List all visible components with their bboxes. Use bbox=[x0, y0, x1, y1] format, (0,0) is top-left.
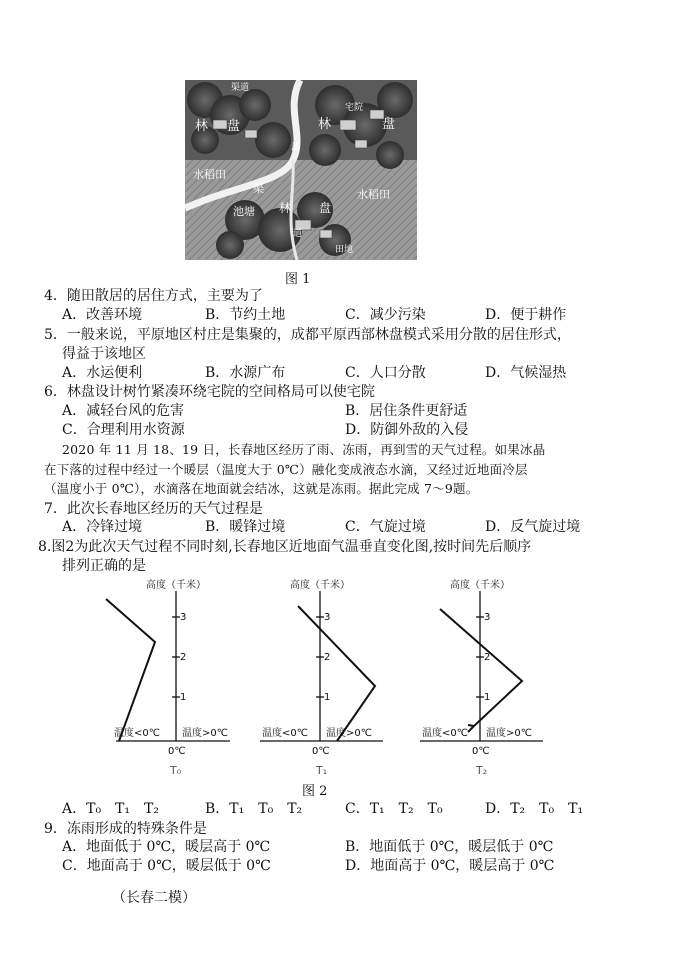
question-4-stem: 4．随田散居的居住方式，主要为了 bbox=[44, 288, 263, 304]
label-lin2: 林 bbox=[318, 117, 332, 132]
q5-option-c: C．人口分散 bbox=[345, 365, 426, 381]
q4-option-a: A．改善环境 bbox=[62, 307, 143, 323]
label-canal: 渠道 bbox=[231, 83, 250, 93]
label-pan3: 盘 bbox=[319, 201, 332, 215]
q8-option-c: C．T₁ T₂ T₀ bbox=[345, 801, 443, 817]
label-lin3: 林 bbox=[279, 201, 292, 215]
label-stream: 溪 bbox=[291, 143, 301, 153]
figure2-diagrams bbox=[100, 576, 620, 781]
label-house: 宅院 bbox=[345, 103, 364, 113]
question-5-stem-cont: 得益于该地区 bbox=[62, 346, 146, 362]
label-dao: 道 bbox=[293, 229, 303, 239]
question-8-stem: 8.图2为此次天气过程不同时刻,长春地区近地面气温垂直变化图,按时间先后顺序 bbox=[38, 539, 532, 555]
q8-option-d: D．T₂ T₀ T₁ bbox=[485, 801, 584, 817]
t0-axis-title: 高度（千米） bbox=[146, 580, 206, 591]
label-pond: 池塘 bbox=[233, 205, 255, 218]
t2-right-label: 温度>0℃ bbox=[486, 728, 532, 739]
q4-option-b: B．节约土地 bbox=[205, 307, 286, 323]
q6-option-b: B．居住条件更舒适 bbox=[345, 403, 468, 419]
linpan-aerial-image bbox=[185, 80, 417, 260]
t0-left-label: 温度<0℃ bbox=[114, 728, 160, 739]
q4-option-d: D．便于耕作 bbox=[485, 307, 567, 323]
q5-option-b: B．水源广布 bbox=[205, 365, 286, 381]
t0-right-label: 温度>0℃ bbox=[182, 728, 228, 739]
panel-t2 bbox=[420, 591, 543, 741]
q7-option-b: B．暖锋过境 bbox=[205, 519, 286, 535]
label-paddy1: 水稻田 bbox=[193, 168, 226, 181]
q9-option-d: D．地面高于 0℃，暖层高于 0℃ bbox=[345, 858, 555, 874]
q5-option-d: D．气候湿热 bbox=[485, 365, 567, 381]
q7-option-c: C．气旋过境 bbox=[345, 519, 426, 535]
source-note: （长春二模） bbox=[112, 890, 196, 906]
q9-option-b: B．地面低于 0℃，暖层低于 0℃ bbox=[345, 839, 554, 855]
t1-axis-title: 高度（千米） bbox=[290, 580, 350, 591]
t2-left-label: 温度<0℃ bbox=[422, 728, 468, 739]
t2-tick-2: 2 bbox=[484, 652, 491, 663]
figure1-photo bbox=[185, 80, 417, 260]
question-5-stem: 5．一般来说，平原地区村庄是集聚的，成都平原西部林盘模式采用分散的居住形式， bbox=[44, 327, 571, 343]
q7-option-d: D．反气旋过境 bbox=[485, 519, 581, 535]
t2-axis-title: 高度（千米） bbox=[450, 580, 510, 591]
t1-temperature-profile bbox=[298, 606, 375, 741]
t1-right-label: 温度>0℃ bbox=[326, 728, 372, 739]
t1-panel-name: T₁ bbox=[316, 764, 328, 777]
passage-line-3: （温度小于 0℃），水滴落在地面就会结冰，这就是冻雨。据此完成 7～9题。 bbox=[44, 481, 479, 496]
t0-tick-1: 1 bbox=[180, 692, 187, 703]
t1-zero-label: 0℃ bbox=[312, 746, 330, 757]
t0-tick-2: 2 bbox=[180, 652, 187, 663]
panel-t1 bbox=[260, 591, 383, 741]
q5-option-a: A．水运便利 bbox=[62, 365, 143, 381]
t1-tick-3: 3 bbox=[324, 612, 331, 623]
q4-option-c: C．减少污染 bbox=[345, 307, 426, 323]
t1-tick-1: 1 bbox=[324, 692, 331, 703]
t2-zero-label: 0℃ bbox=[472, 746, 490, 757]
label-lin1: 林 bbox=[195, 119, 209, 134]
question-7-stem: 7．此次长春地区经历的天气过程是 bbox=[44, 501, 263, 517]
q8-option-b: B．T₁ T₀ T₂ bbox=[205, 801, 303, 817]
t0-temperature-profile bbox=[106, 599, 155, 741]
passage-line-1: 2020 年 11 月 18、19 日，长春地区经历了雨、冻雨，再到雪的天气过程。如果冰晶 bbox=[62, 442, 546, 457]
q6-option-a: A．减轻台风的危害 bbox=[62, 403, 185, 419]
figure2-caption: 图 2 bbox=[302, 784, 328, 799]
question-6-stem: 6．林盘设计树竹紧凑环绕宅院的空间格局可以使宅院 bbox=[44, 384, 375, 400]
t0-tick-3: 3 bbox=[180, 612, 187, 623]
q7-option-a: A．冷锋过境 bbox=[62, 519, 143, 535]
t1-left-label: 温度<0℃ bbox=[262, 728, 308, 739]
label-tiandi: 田地 bbox=[335, 245, 354, 255]
label-paddy2: 水稻田 bbox=[357, 188, 390, 201]
question-8-stem-cont: 排列正确的是 bbox=[62, 558, 146, 574]
t2-temperature-profile bbox=[440, 609, 522, 726]
panel-t0 bbox=[106, 591, 230, 741]
label-pan1: 盘 bbox=[227, 119, 241, 134]
t2-panel-name: T₂ bbox=[476, 764, 488, 777]
q6-option-d: D．防御外敌的入侵 bbox=[345, 422, 469, 438]
label-pan2: 盘 bbox=[382, 117, 396, 132]
t0-zero-label: 0℃ bbox=[168, 746, 186, 757]
t1-tick-2: 2 bbox=[324, 652, 331, 663]
question-9-stem: 9．冻雨形成的特殊条件是 bbox=[44, 821, 207, 837]
t2-tick-1: 1 bbox=[484, 692, 491, 703]
q9-option-a: A．地面低于 0℃，暖层高于 0℃ bbox=[62, 839, 271, 855]
q9-option-c: C．地面高于 0℃，暖层低于 0℃ bbox=[62, 858, 271, 874]
passage-line-2: 在下落的过程中经过一个暖层（温度大于 0℃）融化变成液态水滴，又经过近地面冷层 bbox=[44, 462, 528, 477]
t2-tick-3: 3 bbox=[484, 612, 491, 623]
figure1-caption: 图 1 bbox=[285, 272, 311, 287]
label-qu: 渠 bbox=[253, 182, 264, 195]
t0-panel-name: T₀ bbox=[170, 764, 182, 777]
q8-option-a: A．T₀ T₁ T₂ bbox=[62, 801, 159, 817]
q6-option-c: C．合理利用水资源 bbox=[62, 422, 185, 438]
